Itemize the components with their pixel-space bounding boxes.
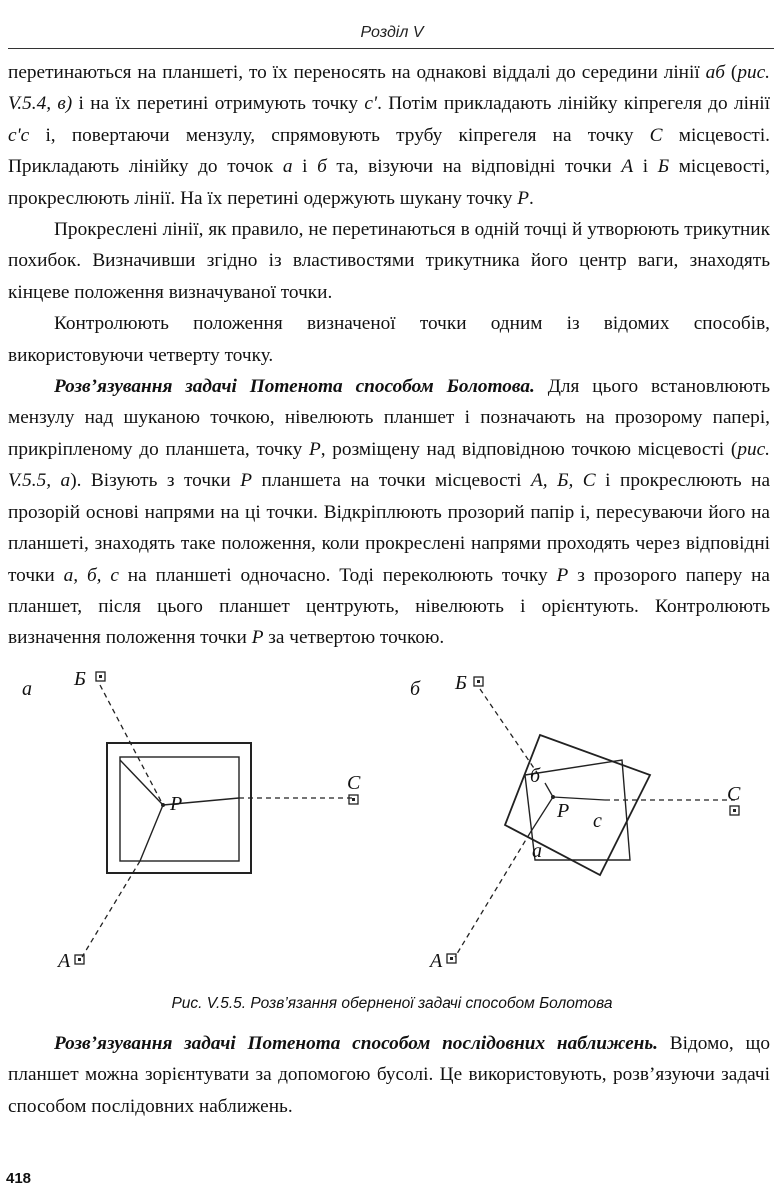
panel-b-label: б	[410, 678, 421, 700]
panel-b-ray-B	[480, 689, 540, 777]
paragraph-3: Контролюють положення визначеної точки одним із відомих способів, використовуючи четверту точку.	[8, 313, 770, 366]
page-number: 418	[6, 1170, 32, 1187]
panel-a-ray-B	[100, 685, 163, 805]
bolotov-diagram	[0, 665, 784, 995]
paragraph-1: перетинаються на планшеті, то їх переносять на однакові віддалі до середини лінії аб (рис. V.5.4, в) і на їх перетині отримують точку с'. Потім прикладають лінійку кіпрегеля до лінії с'с і, повертаючи мензулу, спрямовують трубу кіпрегеля на точку С місцевості. Прикладають лінійку до точок а і б та, візуючи на відповідні точки А і Б місцевості, прокреслюють лінії. На їх перетині одержують шукану точку Р.	[8, 62, 770, 209]
panel-a-ray-A	[82, 861, 140, 957]
panel-b-label-c: с	[593, 810, 602, 832]
panel-b-label-b: б	[530, 765, 541, 787]
panel-a	[22, 668, 361, 972]
panel-b-plane	[505, 735, 650, 875]
panel-b-label-B: Б	[455, 672, 467, 694]
panel-a-label-A: А	[58, 950, 71, 972]
panel-b-label-P: Р	[557, 800, 570, 822]
panel-b-label-A: А	[430, 950, 443, 972]
figure-caption: Рис. V.5.5. Розв’язання оберненої задачі способом Болотова	[171, 995, 613, 1012]
header-rule	[8, 48, 774, 49]
paragraph-2: Прокреслені лінії, як правило, не перетинаються в одній точці й утворюють трикутник похибок. Визначивши згідно із властивостями трикутника його центр ваги, знаходять кінцеве положення визначуваної точки.	[8, 219, 770, 303]
section-title: Розділ V	[360, 24, 424, 41]
paragraph-5: Розв’язування задачі Потенота способом послідовних наближень. Відомо, що планшет можна зорієнтувати за допомогою бусолі. Це використовують, розв’язуючи задачі способом послідовних наближень.	[8, 1033, 770, 1117]
panel-b	[410, 672, 741, 972]
panel-b-ray-A	[455, 833, 530, 957]
paragraph-5-heading: Розв’язування задачі Потенота способом послідовних наближень.	[54, 1033, 659, 1054]
running-header	[0, 0, 784, 50]
panel-b-label-C: С	[727, 783, 741, 805]
body-text-bottom	[8, 1028, 770, 1122]
panel-a-label: а	[22, 678, 32, 700]
paragraph-4: Розв’язування задачі Потенота способом Болотова. Для цього встановлюють мензулу над шуканою точкою, нівелюють планшет і позначають на прозорому папері, прикріпленому до планшета, точку Р, розміщену над відповідною точкою місцевості (рис. V.5.5, а). Візують з точки Р планшета на точки місцевості А, Б, С і прокреслюють на прозорій основі напрями на ці точки. Відкріплюють прозорий папір і, пересуваючи його на планшеті, знаходять таке положення, коли прокреслені напрями проходять через відповідні точки а, б, с на планшеті одночасно. Тоді переколюють точку Р з прозорого паперу на планшет, після цього планшет центрують, нівелюють і орієнтують. Контролюють визначення положення точки Р за четвертою точкою.	[8, 376, 771, 649]
panel-b-label-a: а	[532, 840, 542, 862]
body-text-top	[8, 57, 770, 654]
figure-v-5-5	[0, 665, 784, 1015]
panel-a-label-C: С	[347, 772, 361, 794]
paragraph-4-heading: Розв’язування задачі Потенота способом Болотова.	[54, 376, 535, 398]
panel-a-label-P: Р	[170, 793, 183, 815]
panel-a-label-B: Б	[74, 668, 86, 690]
